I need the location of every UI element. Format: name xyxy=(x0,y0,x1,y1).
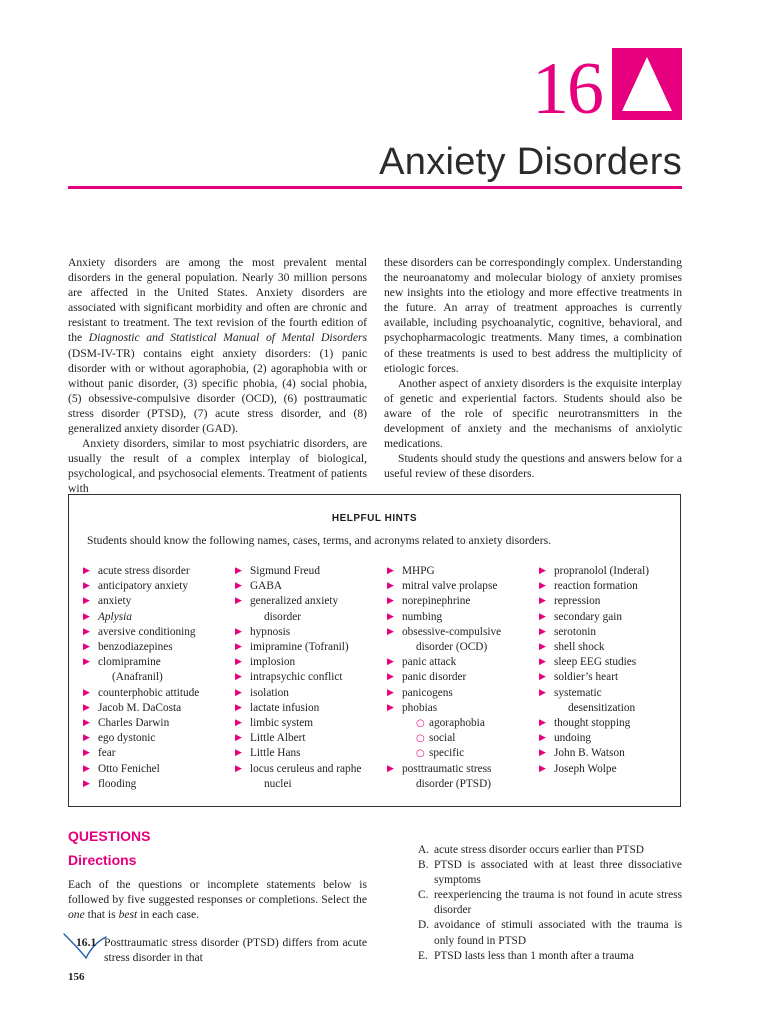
hint-text: aversive conditioning xyxy=(98,625,196,638)
hint-text: numbing xyxy=(402,610,443,623)
hint-item xyxy=(83,655,233,670)
hint-item xyxy=(387,610,537,625)
hint-item xyxy=(83,731,233,746)
hint-text: John B. Watson xyxy=(554,747,625,760)
bullet-icon: ▶ xyxy=(83,566,90,576)
hint-item xyxy=(235,701,385,716)
bullet-icon: ▶ xyxy=(83,702,90,713)
bullet-icon: ▶ xyxy=(235,748,242,759)
hint-item xyxy=(539,686,679,701)
answer-option xyxy=(418,843,682,858)
answer-letter: A. xyxy=(418,844,430,856)
hint-text: mitral valve prolapse xyxy=(402,580,498,593)
hint-text: Charles Darwin xyxy=(98,717,170,730)
bullet-icon: ▶ xyxy=(539,733,546,744)
bullet-icon: ▶ xyxy=(83,763,90,774)
hint-item xyxy=(235,731,385,746)
bullet-icon: ▶ xyxy=(539,566,546,576)
bullet-icon: ▶ xyxy=(539,626,546,637)
chapter-number: 16 xyxy=(532,48,602,130)
bullet-icon: ▶ xyxy=(539,687,546,698)
bullet-icon: ▶ xyxy=(235,596,242,607)
hint-text: Sigmund Freud xyxy=(250,565,320,577)
hint-item xyxy=(235,670,385,685)
hints-column-4 xyxy=(539,564,679,777)
bullet-icon: ▶ xyxy=(387,672,394,683)
bullet-icon: ▶ xyxy=(539,596,546,607)
hint-text: ego dystonic xyxy=(98,732,156,745)
bullet-icon: ▶ xyxy=(387,566,394,576)
hint-item xyxy=(235,746,385,761)
hint-sub-item xyxy=(387,731,537,746)
answer-options xyxy=(418,843,682,964)
answer-letter: D. xyxy=(418,919,430,932)
triangle-logo-icon xyxy=(612,48,682,120)
hint-continuation: disorder (PTSD) xyxy=(416,777,491,790)
hint-text: clomipramine xyxy=(98,656,161,669)
hint-item xyxy=(539,716,679,731)
hint-item xyxy=(539,640,679,655)
hint-item xyxy=(539,625,679,640)
hint-item xyxy=(539,655,679,670)
answer-text: reexperiencing the trauma is not found in acute stress disorder xyxy=(434,889,682,917)
hint-item xyxy=(235,655,385,670)
bullet-icon: ▶ xyxy=(235,733,242,744)
bullet-icon: ▶ xyxy=(83,748,90,759)
hint-item xyxy=(83,625,233,640)
bullet-icon: ▶ xyxy=(83,657,90,668)
hint-text: Little Albert xyxy=(250,732,306,745)
bullet-icon: ▶ xyxy=(235,642,242,653)
bullet-icon: ▶ xyxy=(539,748,546,759)
hint-text: GABA xyxy=(250,580,283,593)
bullet-icon: ▶ xyxy=(235,672,242,683)
hint-text: isolation xyxy=(250,686,289,699)
hint-item xyxy=(235,762,385,777)
bullet-icon: ▶ xyxy=(387,687,394,698)
hint-text: Jacob M. DaCosta xyxy=(98,701,182,714)
hint-item xyxy=(539,594,679,609)
hint-text: thought stopping xyxy=(554,717,631,730)
circle-bullet-icon: ○ xyxy=(416,748,425,760)
answer-option xyxy=(418,949,682,964)
hint-text: Joseph Wolpe xyxy=(554,762,617,775)
answer-text: PTSD lasts less than 1 month after a trauma xyxy=(434,949,634,962)
hint-text: hypnosis xyxy=(250,625,291,638)
answer-option xyxy=(418,918,682,948)
hint-text: undoing xyxy=(554,732,592,745)
bullet-icon: ▶ xyxy=(235,687,242,698)
hint-text: anticipatory anxiety xyxy=(98,580,189,593)
bullet-icon: ▶ xyxy=(539,642,546,653)
bullet-icon: ▶ xyxy=(235,566,242,576)
hint-item xyxy=(83,564,233,579)
hint-text: phobias xyxy=(402,701,438,714)
hint-item xyxy=(83,777,233,792)
hint-text: reaction formation xyxy=(554,580,638,593)
hint-item xyxy=(235,716,385,731)
hint-item xyxy=(387,670,537,685)
hint-item xyxy=(83,610,233,625)
hint-item xyxy=(83,686,233,701)
bullet-icon: ▶ xyxy=(387,657,394,668)
bullet-icon: ▶ xyxy=(387,763,394,774)
hint-text: flooding xyxy=(98,777,137,790)
bullet-icon: ▶ xyxy=(387,581,394,592)
answer-letter: E. xyxy=(418,949,428,962)
bullet-icon: ▶ xyxy=(83,642,90,653)
intro-left-column xyxy=(68,255,367,497)
hint-item xyxy=(235,686,385,701)
bullet-icon: ▶ xyxy=(387,611,394,622)
hint-item xyxy=(83,746,233,761)
hint-item xyxy=(83,762,233,777)
answer-letter: B. xyxy=(418,859,429,872)
hint-item xyxy=(387,762,537,777)
hint-item xyxy=(539,670,679,685)
hint-sub-text: social xyxy=(429,732,456,745)
hint-text: serotonin xyxy=(554,625,597,638)
hints-column-2 xyxy=(235,564,385,792)
hint-item xyxy=(235,640,385,655)
hint-item xyxy=(83,579,233,594)
hint-item xyxy=(387,579,537,594)
hint-item xyxy=(539,564,679,579)
hint-text: soldier’s heart xyxy=(554,671,619,684)
hint-sub-item xyxy=(387,746,537,761)
bullet-icon: ▶ xyxy=(387,702,394,713)
hint-text: Aplysia xyxy=(98,610,132,623)
hint-item xyxy=(387,686,537,701)
intro-paragraph-4: Another aspect of anxiety disorders is the exquisite interplay of genetic and experiential factors. Students should also be aware of the role of specific neurotransmitters in the development of anxiety and the mechanisms of anxiolytic medications. xyxy=(384,376,682,451)
hint-text: obsessive-compulsive xyxy=(402,625,502,638)
bullet-icon: ▶ xyxy=(235,581,242,592)
hint-item xyxy=(83,716,233,731)
hint-text: locus ceruleus and raphe xyxy=(250,762,362,775)
bullet-icon: ▶ xyxy=(387,596,394,607)
hint-text: repression xyxy=(554,595,601,608)
bullet-icon: ▶ xyxy=(83,733,90,744)
hint-continuation: desensitization xyxy=(568,701,636,714)
hint-text: counterphobic attitude xyxy=(98,686,200,699)
hint-text: propranolol (Inderal) xyxy=(554,565,650,577)
intro-paragraph-2: Anxiety disorders, similar to most psychiatric disorders, are usually the result of a complex interplay of biological, psychological, and psychosocial elements. Treatment of patients with xyxy=(68,437,367,496)
hint-text: limbic system xyxy=(250,717,314,730)
bullet-icon: ▶ xyxy=(83,581,90,592)
hints-column-1 xyxy=(83,564,233,792)
hint-text: lactate infusion xyxy=(250,701,320,714)
answer-option xyxy=(418,858,682,888)
hint-continuation: disorder xyxy=(264,610,302,623)
circle-bullet-icon: ○ xyxy=(416,733,425,745)
hint-text: panic attack xyxy=(402,656,457,669)
hint-text: imipramine (Tofranil) xyxy=(250,641,349,654)
hint-continuation: nuclei xyxy=(264,777,292,790)
question-text: Posttraumatic stress disorder (PTSD) differs from acute stress disorder in that xyxy=(104,936,367,965)
bullet-icon: ▶ xyxy=(539,611,546,622)
bullet-icon: ▶ xyxy=(83,687,90,698)
hint-text: posttraumatic stress xyxy=(402,762,492,775)
circle-bullet-icon: ○ xyxy=(416,718,425,730)
hint-item xyxy=(539,610,679,625)
page-number: 156 xyxy=(68,971,85,983)
bullet-icon: ▶ xyxy=(235,626,242,637)
hint-text: secondary gain xyxy=(554,610,623,623)
hint-item xyxy=(539,746,679,761)
bullet-icon: ▶ xyxy=(387,626,394,637)
intro-right-column xyxy=(384,255,682,481)
hint-sub-text: specific xyxy=(429,747,465,760)
hint-text: implosion xyxy=(250,656,296,669)
hint-continuation: (Anafranil) xyxy=(112,671,163,684)
title-divider xyxy=(68,186,682,189)
bullet-icon: ▶ xyxy=(83,778,90,789)
bullet-icon: ▶ xyxy=(83,611,90,622)
hint-text: intrapsychic conflict xyxy=(250,671,343,684)
hint-text: MHPG xyxy=(402,565,435,577)
chapter-title: Anxiety Disorders xyxy=(379,141,682,183)
answer-text: acute stress disorder occurs earlier than PTSD xyxy=(434,844,645,856)
answer-option xyxy=(418,888,682,918)
bullet-icon: ▶ xyxy=(235,702,242,713)
bullet-icon: ▶ xyxy=(539,657,546,668)
hint-item xyxy=(83,640,233,655)
helpful-hints-box xyxy=(68,494,681,807)
hint-item xyxy=(235,564,385,579)
hint-text: acute stress disorder xyxy=(98,565,190,577)
bullet-icon: ▶ xyxy=(83,596,90,607)
hint-item xyxy=(235,594,385,609)
bullet-icon: ▶ xyxy=(83,718,90,729)
answer-text: avoidance of stimuli associated with the trauma is only found in PTSD xyxy=(434,919,682,947)
hints-intro: Students should know the following names, cases, terms, and acronyms related to anxiety disorders. xyxy=(87,534,551,547)
intro-paragraph-5: Students should study the questions and answers below for a useful review of these disorders. xyxy=(384,452,682,481)
hint-text: panic disorder xyxy=(402,671,467,684)
questions-heading: QUESTIONS xyxy=(68,828,151,844)
hint-text: anxiety xyxy=(98,595,132,608)
hint-text: panicogens xyxy=(402,686,453,699)
hint-item xyxy=(235,625,385,640)
hints-title: HELPFUL HINTS xyxy=(331,513,418,524)
hint-text: Little Hans xyxy=(250,747,301,760)
hint-item xyxy=(539,579,679,594)
hint-text: generalized anxiety xyxy=(250,595,339,608)
hint-text: benzodiazepines xyxy=(98,641,173,654)
bullet-icon: ▶ xyxy=(83,626,90,637)
intro-paragraph-3: these disorders can be correspondingly complex. Understanding the neuroanatomy and molecular biology of anxiety promises new insights into the etiology and more effective treatments in the future. An array of treatment approaches is currently available, including psychoanalytic, cognitive, behavioral, and psychopharmacologic treatments. Many times, a combination of these treatments is used to best address the multiplicity of etiologic forces. xyxy=(384,256,682,375)
answer-text: PTSD is associated with at least three dissociative symptoms xyxy=(434,859,682,887)
hint-item xyxy=(387,625,537,640)
bullet-icon: ▶ xyxy=(539,672,546,683)
directions-heading: Directions xyxy=(68,852,137,868)
bullet-icon: ▶ xyxy=(235,763,242,774)
hint-item xyxy=(387,655,537,670)
hint-item xyxy=(235,579,385,594)
hint-text: fear xyxy=(98,747,116,760)
bullet-icon: ▶ xyxy=(539,763,546,774)
hint-text: norepinephrine xyxy=(402,595,471,608)
hint-text: sleep EEG studies xyxy=(554,656,637,669)
hint-item xyxy=(387,564,537,579)
hint-continuation: disorder (OCD) xyxy=(416,641,488,654)
hints-column-3 xyxy=(387,564,537,792)
bullet-icon: ▶ xyxy=(235,718,242,729)
directions-text: Each of the questions or incomplete statements below is followed by five suggested responses or completions. Select the one that is best in each case. xyxy=(68,878,367,922)
hint-item xyxy=(387,701,537,716)
bullet-icon: ▶ xyxy=(539,581,546,592)
hint-item xyxy=(539,731,679,746)
hint-sub-text: agoraphobia xyxy=(429,717,485,730)
hint-item xyxy=(83,701,233,716)
bullet-icon: ▶ xyxy=(235,657,242,668)
hint-sub-item xyxy=(387,716,537,731)
question-number: 16.1 xyxy=(76,936,97,949)
hint-text: Otto Fenichel xyxy=(98,762,160,775)
hint-text: systematic xyxy=(554,686,602,699)
bullet-icon: ▶ xyxy=(539,718,546,729)
hint-item xyxy=(387,594,537,609)
intro-paragraph-1: Anxiety disorders are among the most prevalent mental disorders in the general population. Nearly 30 million persons are affected in the United States. Anxiety disorders are associated with significant morbidity and often are chronic and resistant to treatment. The text revision of the fourth edition of the Diagnostic and Statistical Manual of Mental Disorders (DSM-IV-TR) contains eight anxiety disorders: (1) panic disorder with or without agoraphobia, (2) agoraphobia with or without panic disorder, (3) specific phobia, (4) social phobia, (5) obsessive-compulsive disorder (OCD), (6) posttraumatic stress disorder (PTSD), (7) acute stress disorder, and (8) generalized anxiety disorder (GAD). xyxy=(68,256,367,436)
hint-text: shell shock xyxy=(554,641,605,654)
hint-item xyxy=(83,594,233,609)
answer-letter: C. xyxy=(418,889,429,902)
hint-item xyxy=(539,762,679,777)
